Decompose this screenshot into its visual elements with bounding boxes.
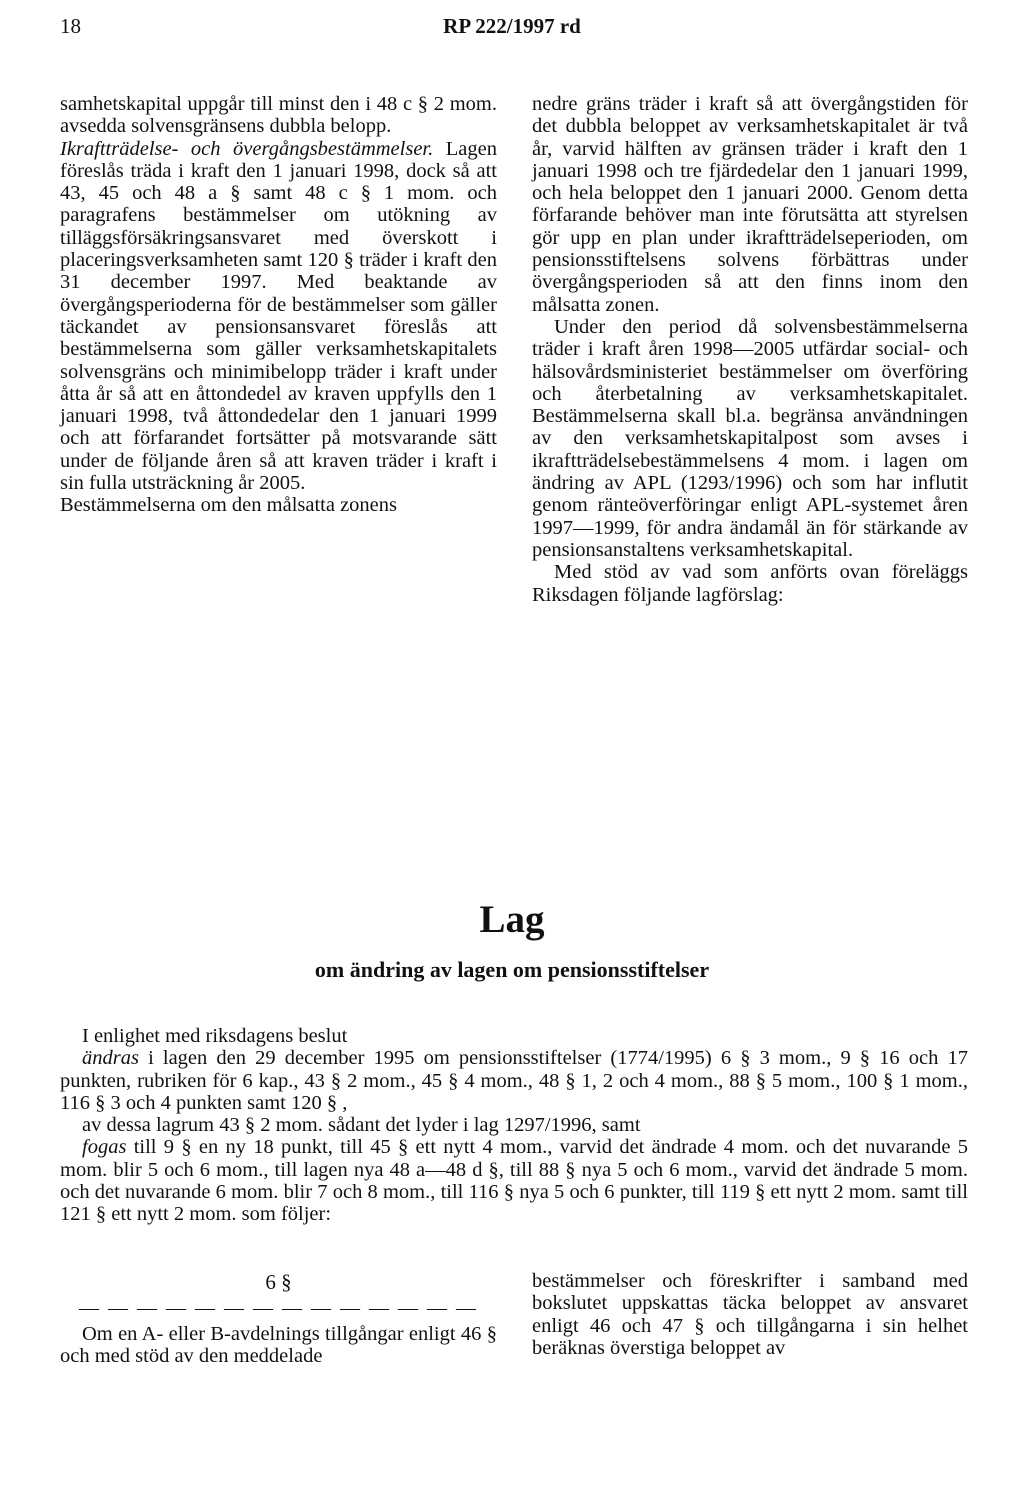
section-6-right-paragraph: bestämmelser och föreskrifter i samband med bokslutet uppskattas täcka beloppet av ansvaret enligt 46 och 47 § och tillgångarna i sin helhet beräknas överstiga beloppet av xyxy=(532,1270,968,1359)
left-paragraph-1: samhetskapital uppgår till minst den i 48 c § 2 mom. avsedda solvensgränsens dubbla belopp. xyxy=(60,93,497,138)
preamble-paragraph-2 xyxy=(60,1047,968,1114)
left-paragraph-3: Bestämmelserna om den målsatta zonens xyxy=(60,494,398,517)
section-heading-italic: Ikraftträdelse- och övergångsbestämmelser. xyxy=(60,137,434,160)
left-paragraph-2 xyxy=(60,138,497,495)
add-keyword: fogas xyxy=(82,1136,127,1159)
amend-keyword: ändras xyxy=(82,1047,139,1070)
preamble-paragraph-4-text: till 9 § en ny 18 punkt, till 45 § ett nytt 4 mom., varvid det ändrade 4 mom. och det nuvarande 5 mom. blir 5 och 6 mom., till lagen nya 48 a—48 d §, till 88 § nya 5 och 6 mom., varvid det ändrade 5 mom. och det nuvarande 6 mom. blir 7 och 8 mom., till 116 § nya 5 och 6 punkter, till 119 § ett nytt 2 mom. samt till 121 § ett nytt 2 mom. som följer: xyxy=(60,1136,968,1226)
law-title: Lag xyxy=(479,898,545,941)
preamble-paragraph-3: av dessa lagrum 43 § 2 mom. sådant det lyder i lag 1297/1996, samt xyxy=(82,1114,641,1137)
section-6-heading: 6 § xyxy=(265,1270,292,1294)
page-number: 18 xyxy=(60,14,81,38)
omission-dashes: — — — — — — — — — — — — — — xyxy=(79,1297,478,1319)
section-6-right-text xyxy=(532,1270,968,1359)
preamble-paragraph-4 xyxy=(60,1136,968,1225)
section-6-left-text xyxy=(60,1323,497,1368)
section-6-left-paragraph: Om en A- eller B-avdelnings tillgångar enligt 46 § och med stöd av den meddelade xyxy=(60,1323,497,1368)
right-column xyxy=(532,93,968,606)
right-paragraph-3: Med stöd av vad som anförts ovan föreläggs Riksdagen följande lagförslag: xyxy=(532,561,968,606)
right-paragraph-1: nedre gräns träder i kraft så att övergångstiden för det dubbla beloppet av verksamhetskapitalet är två år, varvid hälften av gränsen träder i kraft den 1 januari 1998 och tre fjärdedelar den 1 januari 1999, och hela beloppet den 1 januari 2000. Genom detta förfarande behöver man inte förutsätta att styrelsen gör upp en plan under ikraftträdelseperioden, om pensionsstiftelsens solvens förbättras under övergångsperioden så att den finns inom den målsatta zonen. xyxy=(532,93,968,316)
right-paragraph-2: Under den period då solvensbestämmelserna träder i kraft åren 1998—2005 utfärdar social- och hälsovårdsministeriet bestämmelser om överföring och återbetalning av verksamhetskapitalet. Bestämmelserna skall bl.a. begränsa användningen av den verksamhetskapitalpost som avses i ikraftträdelsebestämmelsens 4 mom. i lagen om ändring av APL (1293/1996) och som har influtit genom ränteöverföringar enligt APL-systemet åren 1997—1999, för andra ändamål än för stärkande av pensionsanstaltens verksamhetskapital. xyxy=(532,315,968,561)
law-preamble xyxy=(60,1025,968,1226)
preamble-paragraph-1: I enlighet med riksdagens beslut xyxy=(82,1025,348,1047)
law-subtitle: om ändring av lagen om pensionsstiftelser xyxy=(314,957,710,982)
left-paragraph-2-text: Lagen föreslås träda i kraft den 1 januari 1998, dock så att 43, 45 och 48 a § samt 48 c § 1 mom. och paragrafens bestämmelser om utökning av tilläggsförsäkringsansvaret med överskott i placeringsverksamheten samt 120 § träder i kraft den 31 december 1997. Med beaktande av övergångsperioderna för de bestämmelser som gäller täckandet av pensionsansvaret föreslås att bestämmelserna som gäller verksamhetskapitalets solvensgräns och minimibelopp träder i kraft under åtta år så att en åttondedel av kraven uppfylls den 1 januari 1998, två åttondedelar den 1 januari 1999 och att förfarandet fortsätter på motsvarande sätt under de följande åren så att kraven träder i kraft i sin fulla utsträckning år 2005. xyxy=(60,137,497,495)
left-column xyxy=(60,93,497,517)
running-head: RP 222/1997 rd xyxy=(443,14,581,38)
preamble-paragraph-2-text: i lagen den 29 december 1995 om pensionsstiftelser (1774/1995) 6 § 3 mom., 9 § 16 och 17 punkten, rubriken för 6 kap., 43 § 2 mom., 45 § 4 mom., 48 § 1, 2 och 4 mom., 88 § 5 mom., 100 § 1 mom., 116 § 3 och 4 punkten samt 120 § , xyxy=(60,1047,968,1114)
